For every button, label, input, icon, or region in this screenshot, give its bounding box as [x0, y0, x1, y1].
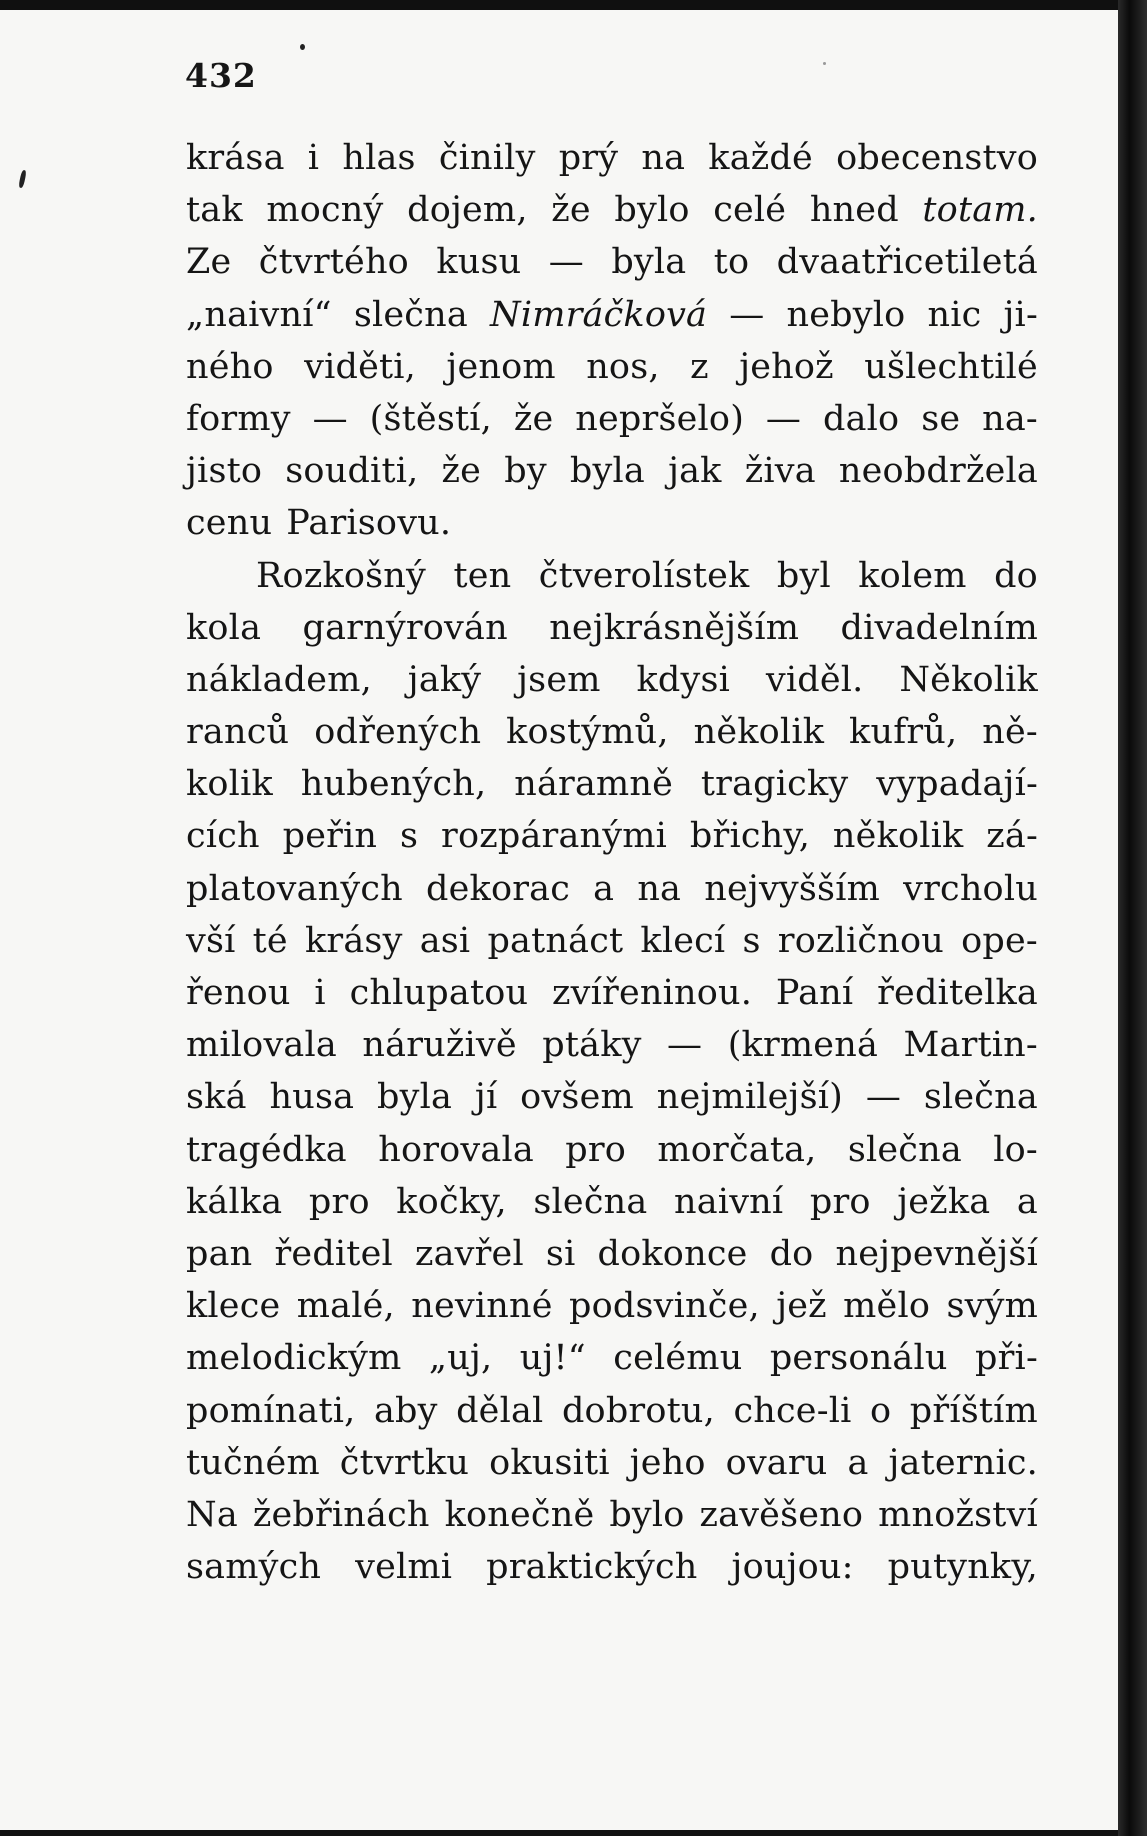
word: hned	[809, 190, 899, 231]
word: naivní	[674, 1181, 784, 1222]
word: „uj,	[428, 1338, 493, 1379]
text-line	[186, 1385, 1038, 1437]
word: mělo	[843, 1286, 931, 1327]
word: s	[742, 920, 761, 961]
word: patnáct	[487, 920, 624, 961]
word: kusu	[436, 242, 522, 283]
text-line	[186, 1332, 1038, 1384]
body-text	[186, 132, 1038, 1593]
word: břichy,	[689, 816, 811, 857]
word: odřených	[314, 712, 482, 753]
text-line	[186, 1019, 1038, 1071]
word: —	[765, 398, 802, 439]
word: kdysi	[636, 659, 731, 700]
word: okusiti	[489, 1442, 610, 1483]
word: cenu	[186, 503, 273, 544]
word: tragicky	[700, 764, 849, 805]
word: ranců	[186, 712, 290, 753]
word: cích	[186, 816, 260, 857]
word: náramně	[514, 764, 674, 805]
word: viděti,	[304, 346, 416, 387]
word: slečna	[847, 1129, 962, 1170]
word: (krmená	[727, 1025, 879, 1066]
word: podsvinče,	[569, 1286, 760, 1327]
word: ušlechtilé	[864, 346, 1038, 387]
scan-top-edge	[0, 0, 1147, 10]
text-line	[186, 706, 1038, 758]
word: byl	[776, 555, 831, 596]
word: dvaatřicetiletá	[776, 242, 1038, 283]
text-line	[186, 1071, 1038, 1123]
word: tak	[186, 190, 243, 231]
word: činily	[438, 138, 536, 178]
word: ovšem	[520, 1077, 634, 1118]
word: celé	[713, 190, 787, 231]
word: na	[641, 138, 686, 178]
word: totam.	[922, 190, 1038, 231]
word: garnýrován	[302, 607, 508, 648]
word: jaký	[407, 659, 482, 700]
word: jež	[776, 1286, 827, 1327]
word: několik	[832, 816, 964, 857]
word: hlas	[342, 138, 416, 178]
text-line	[186, 1124, 1038, 1176]
word: (štěstí,	[369, 398, 492, 439]
page-number: 432	[185, 56, 257, 95]
word: jak	[668, 451, 722, 492]
word: kostýmů,	[506, 712, 669, 753]
ink-speck	[300, 44, 305, 50]
word: bylo	[614, 190, 690, 231]
word: klece	[186, 1286, 281, 1327]
word: dekorac	[426, 868, 571, 909]
word: živa	[744, 451, 816, 492]
word: nejvyšším	[704, 868, 880, 909]
word: příštím	[909, 1390, 1038, 1431]
word: neobdržela	[838, 451, 1038, 492]
word: chlupatou	[349, 973, 529, 1013]
word: —	[548, 242, 584, 283]
word: lo-	[993, 1129, 1038, 1170]
word: ptáky	[542, 1025, 642, 1066]
scan-right-edge	[1118, 0, 1147, 1836]
word: slečna	[353, 294, 468, 335]
word: velmi	[355, 1547, 453, 1588]
word: čtvrtku	[339, 1442, 470, 1483]
word: ji-	[1003, 294, 1038, 335]
word: nepršelo)	[575, 398, 745, 439]
text-line	[186, 810, 1038, 862]
word: a	[1016, 1181, 1038, 1222]
word: slečna	[923, 1077, 1038, 1118]
word: ředitel	[274, 1233, 393, 1274]
word: nejkrásnějším	[549, 607, 800, 648]
word: „naivní“	[186, 294, 332, 335]
word: husa	[269, 1077, 355, 1118]
word: Martin-	[903, 1025, 1038, 1066]
text-line	[186, 184, 1038, 236]
word: bylo	[609, 1494, 685, 1535]
word: byla	[569, 451, 645, 492]
word: každé	[708, 138, 813, 178]
word: Rozkošný	[256, 555, 427, 596]
word: kolik	[186, 764, 273, 805]
word: —	[667, 1025, 703, 1066]
word: ten	[453, 555, 512, 596]
word: vypadají-	[876, 764, 1038, 805]
word: krása	[186, 138, 285, 178]
word: morčata,	[657, 1129, 817, 1170]
word: čtverolístek	[538, 555, 750, 596]
word: tučném	[186, 1442, 320, 1483]
word: melodickým	[186, 1338, 402, 1379]
text-line	[186, 1176, 1038, 1228]
word: dělal	[456, 1390, 544, 1431]
word: zavěšeno	[699, 1494, 864, 1535]
book-page	[0, 10, 1118, 1830]
word: personálu	[769, 1338, 948, 1379]
word: té	[252, 920, 288, 961]
word: při-	[975, 1338, 1038, 1379]
word: byla	[377, 1077, 453, 1118]
text-line	[186, 654, 1038, 706]
text-line	[186, 236, 1038, 288]
word: do	[769, 1233, 814, 1274]
text-line	[186, 550, 1038, 602]
word: pan	[186, 1233, 253, 1274]
text-line	[186, 915, 1038, 967]
word: dobrotu,	[561, 1390, 715, 1431]
text-line	[186, 289, 1038, 341]
word: horovala	[378, 1129, 534, 1170]
word: chce-li	[733, 1390, 852, 1431]
word: čtvrtého	[258, 242, 409, 283]
word: putynky,	[887, 1547, 1038, 1588]
word: kálka	[186, 1181, 283, 1222]
word: pro	[308, 1181, 370, 1222]
word: byla	[611, 242, 687, 283]
word: a	[847, 1442, 869, 1483]
word: si	[545, 1233, 576, 1274]
word: rozličnou	[777, 920, 944, 961]
word: zavřel	[414, 1233, 524, 1274]
word: rozpáranými	[441, 816, 668, 857]
word: slečna	[533, 1181, 648, 1222]
text-line	[186, 1280, 1038, 1332]
word: ného	[186, 346, 274, 387]
text-line	[186, 602, 1038, 654]
word: formy	[186, 398, 291, 439]
word: zvířeninou.	[552, 973, 753, 1013]
word: nákladem,	[186, 659, 372, 700]
text-line	[186, 1228, 1038, 1280]
word: a	[593, 868, 615, 909]
word: do	[994, 555, 1038, 596]
text-line	[186, 967, 1038, 1019]
word: ovaru	[725, 1442, 828, 1483]
word: souditi,	[285, 451, 419, 492]
word: by	[504, 451, 547, 492]
word: že	[513, 398, 554, 439]
word: prý	[558, 138, 619, 178]
word: jaternic.	[888, 1442, 1038, 1483]
word: ředitelka	[877, 973, 1038, 1013]
word: vrcholu	[903, 868, 1038, 909]
text-line	[186, 445, 1038, 497]
word: s	[400, 816, 419, 857]
word: pro	[809, 1181, 871, 1222]
word: praktických	[486, 1547, 698, 1588]
word: joujou:	[731, 1547, 854, 1588]
word: samých	[186, 1547, 322, 1588]
text-line	[186, 863, 1038, 915]
word: vší	[186, 920, 236, 961]
word: kočky,	[396, 1181, 507, 1222]
word: náruživě	[362, 1025, 517, 1066]
word: Nimráčková	[490, 294, 708, 335]
word: celému	[613, 1338, 743, 1379]
word: svým	[946, 1286, 1038, 1327]
word: peřin	[282, 816, 378, 857]
word: nejmilejší)	[656, 1077, 843, 1118]
word: aby	[373, 1390, 438, 1431]
word: Několik	[899, 659, 1038, 700]
word: z	[690, 346, 709, 387]
word: Na	[186, 1494, 238, 1535]
text-line	[186, 1437, 1038, 1489]
word: pro	[565, 1129, 627, 1170]
word: ská	[186, 1077, 247, 1118]
word: malé,	[296, 1286, 395, 1327]
word: několik	[693, 712, 825, 753]
word: o	[870, 1390, 892, 1431]
word: Ze	[186, 242, 232, 283]
word: —	[865, 1077, 902, 1118]
word: to	[713, 242, 750, 283]
word: nebylo	[786, 294, 906, 335]
word: množství	[878, 1494, 1038, 1535]
word: divadelním	[840, 607, 1038, 648]
word: na-	[982, 398, 1038, 439]
word: klecí	[640, 920, 726, 961]
word: dalo	[822, 398, 900, 439]
word: viděl.	[765, 659, 864, 700]
word: krásy	[305, 920, 403, 961]
word: nevinné	[411, 1286, 553, 1327]
word: dojem,	[407, 190, 528, 231]
word: jsem	[517, 659, 601, 700]
text-line	[186, 497, 1038, 549]
word: —	[312, 398, 348, 439]
word: kufrů,	[849, 712, 958, 753]
text-line	[186, 393, 1038, 445]
word: nejpevnější	[835, 1233, 1038, 1274]
word: jisto	[186, 451, 263, 492]
word: tragédka	[186, 1129, 347, 1170]
word: ně-	[982, 712, 1038, 753]
word: —	[729, 294, 765, 335]
word: i	[314, 973, 326, 1013]
word: nos,	[586, 346, 660, 387]
text-line	[186, 1541, 1038, 1593]
ink-speck	[823, 62, 826, 65]
word: obecenstvo	[836, 138, 1038, 178]
word: jehož	[739, 346, 834, 387]
word: že	[441, 451, 482, 492]
text-line	[186, 1489, 1038, 1541]
word: Parisovu.	[286, 503, 452, 544]
text-line	[186, 132, 1038, 184]
word: kolem	[858, 555, 967, 596]
word: asi	[419, 920, 471, 961]
text-line	[186, 341, 1038, 393]
word: nic	[927, 294, 982, 335]
word: žebřinách	[252, 1494, 430, 1535]
word: jeho	[629, 1442, 706, 1483]
text-line	[186, 758, 1038, 810]
word: se	[921, 398, 961, 439]
word: Paní	[775, 973, 854, 1013]
word: že	[551, 190, 591, 231]
ink-speck	[18, 170, 27, 189]
word: hubených,	[300, 764, 487, 805]
word: uj!“	[519, 1338, 586, 1379]
word: platovaných	[186, 868, 403, 909]
word: i	[307, 138, 320, 178]
word: jí	[474, 1077, 498, 1118]
word: řenou	[186, 973, 291, 1013]
word: mocný	[266, 190, 384, 231]
word: jenom	[446, 346, 556, 387]
word: pomínati,	[186, 1390, 356, 1431]
word: kola	[186, 607, 262, 648]
word: ježka	[897, 1181, 991, 1222]
word: milovala	[186, 1025, 337, 1066]
word: dokonce	[597, 1233, 748, 1274]
word: ope-	[961, 920, 1038, 961]
word: zá-	[986, 816, 1038, 857]
word: na	[637, 868, 682, 909]
word: konečně	[444, 1494, 595, 1535]
